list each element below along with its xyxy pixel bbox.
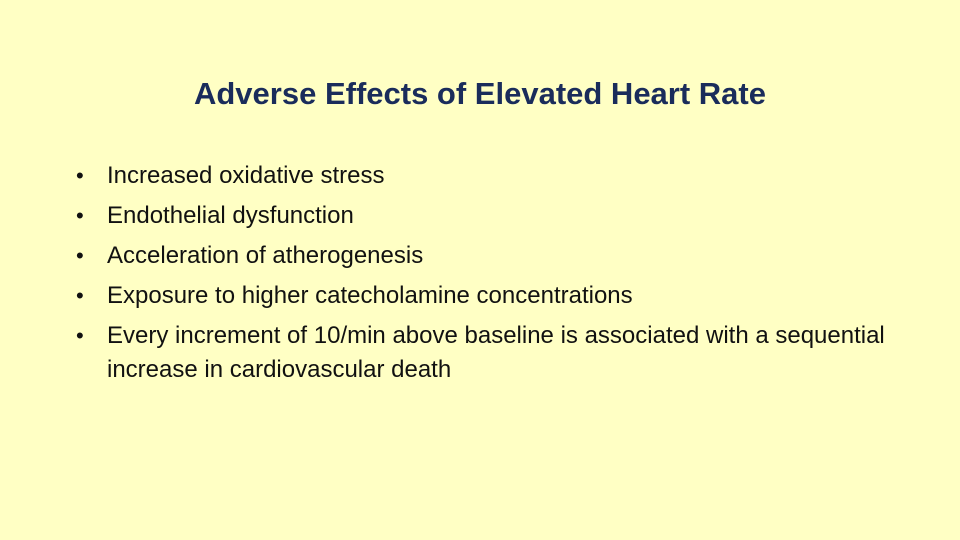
bullet-item: [76, 279, 916, 313]
bullet-text: Acceleration of atherogenesis: [107, 242, 424, 269]
bullet-item: [76, 159, 916, 193]
bullet-text: Increased oxidative stress: [107, 162, 385, 189]
bullet-item: [76, 239, 916, 273]
bullet-icon: •: [76, 283, 84, 308]
bullet-icon: •: [76, 163, 84, 188]
bullet-icon: •: [76, 203, 84, 228]
bullet-icon: •: [76, 323, 84, 348]
bullet-item: [76, 319, 916, 387]
bullet-text: Endothelial dysfunction: [107, 202, 354, 229]
slide-title: Adverse Effects of Elevated Heart Rate: [193, 76, 766, 111]
bullet-list: [76, 159, 916, 393]
bullet-icon: •: [76, 243, 84, 268]
bullet-item: [76, 199, 916, 233]
bullet-text: Every increment of 10/min above baseline is associated with a sequential increase in cardiovascular death: [107, 322, 885, 383]
bullet-text: Exposure to higher catecholamine concentrations: [107, 282, 633, 309]
